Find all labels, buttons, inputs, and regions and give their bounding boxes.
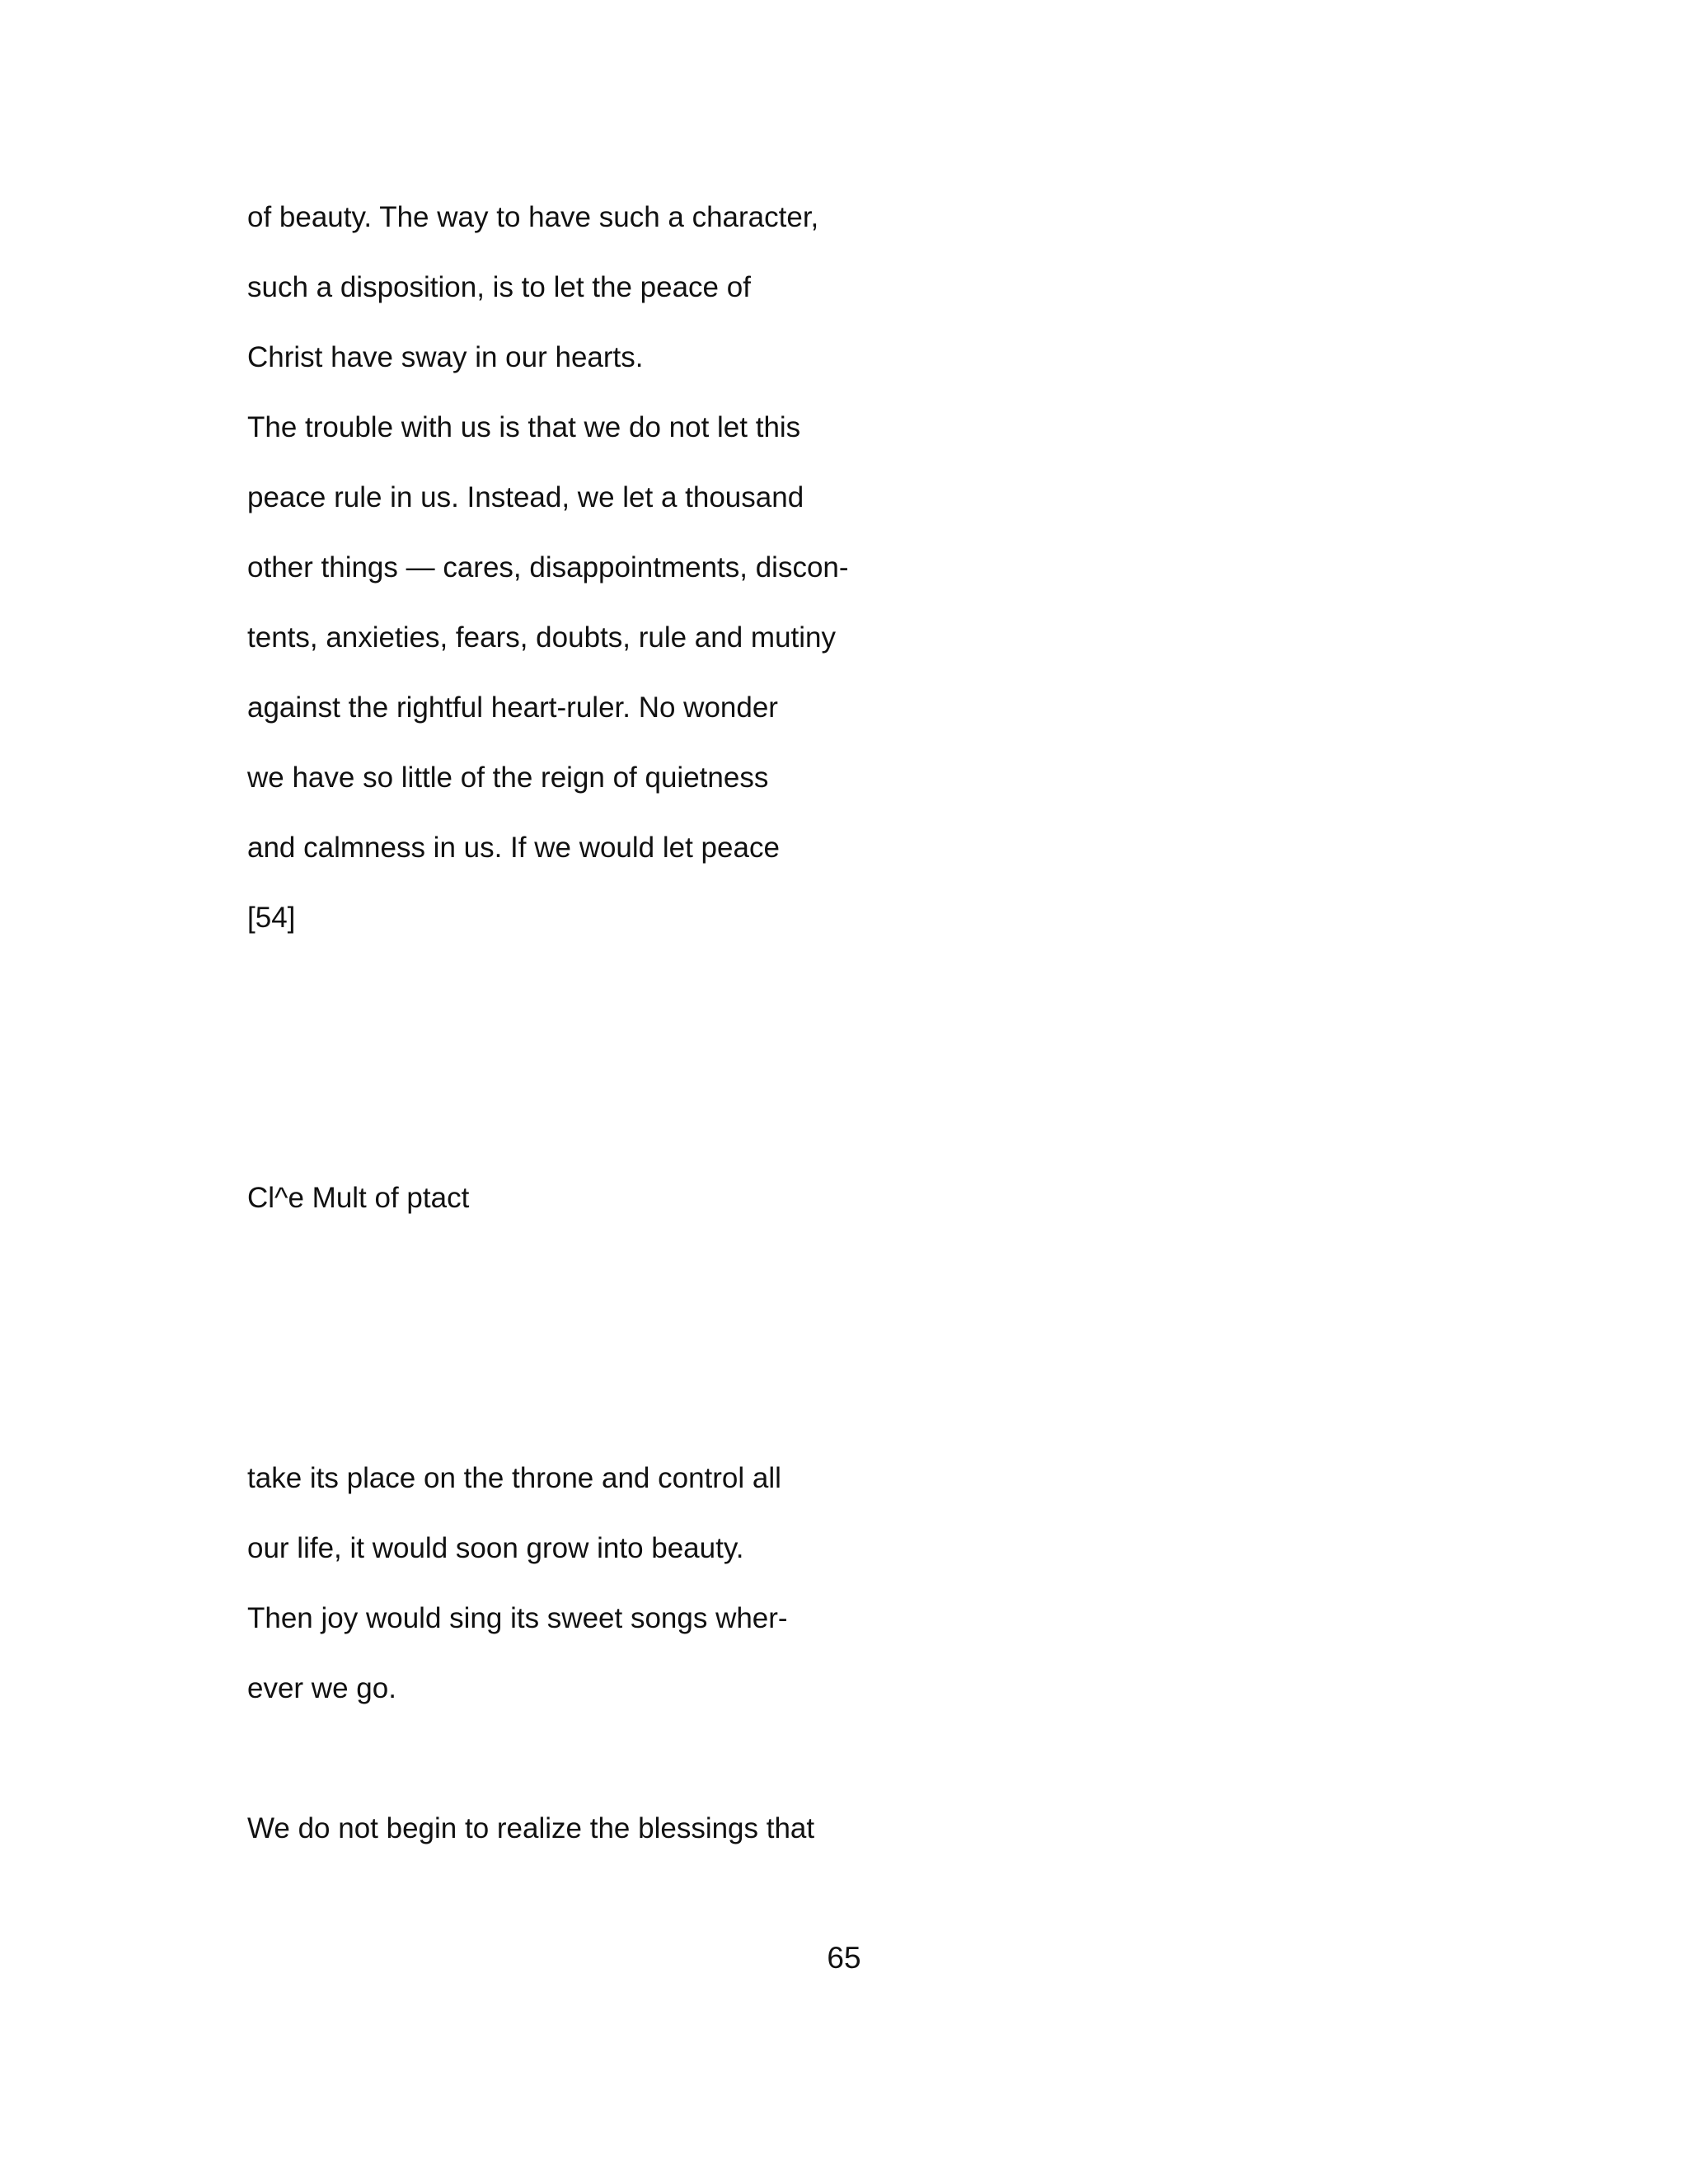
text-line: The trouble with us is that we do not let this: [247, 411, 801, 443]
page-marker: [54]: [247, 902, 296, 934]
text-line: ever we go.: [247, 1672, 396, 1704]
text-line: such a disposition, is to let the peace of: [247, 271, 751, 303]
text-line: of beauty. The way to have such a character,: [247, 201, 819, 233]
text-line: we have so little of the reign of quietness: [247, 762, 769, 794]
text-line: peace rule in us. Instead, we let a thousand: [247, 481, 804, 513]
text-line: against the rightful heart-ruler. No wonder: [247, 691, 778, 724]
text-line: Then joy would sing its sweet songs wher-: [247, 1602, 788, 1634]
text-line: take its place on the throne and control all: [247, 1462, 781, 1494]
running-header: Cl^e Mult of ptact: [247, 1182, 470, 1214]
text-line: and calmness in us. If we would let peace: [247, 832, 780, 864]
text-line: Christ have sway in our hearts.: [247, 341, 644, 373]
text-line: We do not begin to realize the blessings that: [247, 1812, 815, 1844]
page-number: 65: [827, 1941, 861, 1975]
text-line: other things — cares, disappointments, discon-: [247, 551, 849, 583]
text-line: our life, it would soon grow into beauty.: [247, 1532, 744, 1564]
text-line: tents, anxieties, fears, doubts, rule and mutiny: [247, 621, 836, 654]
